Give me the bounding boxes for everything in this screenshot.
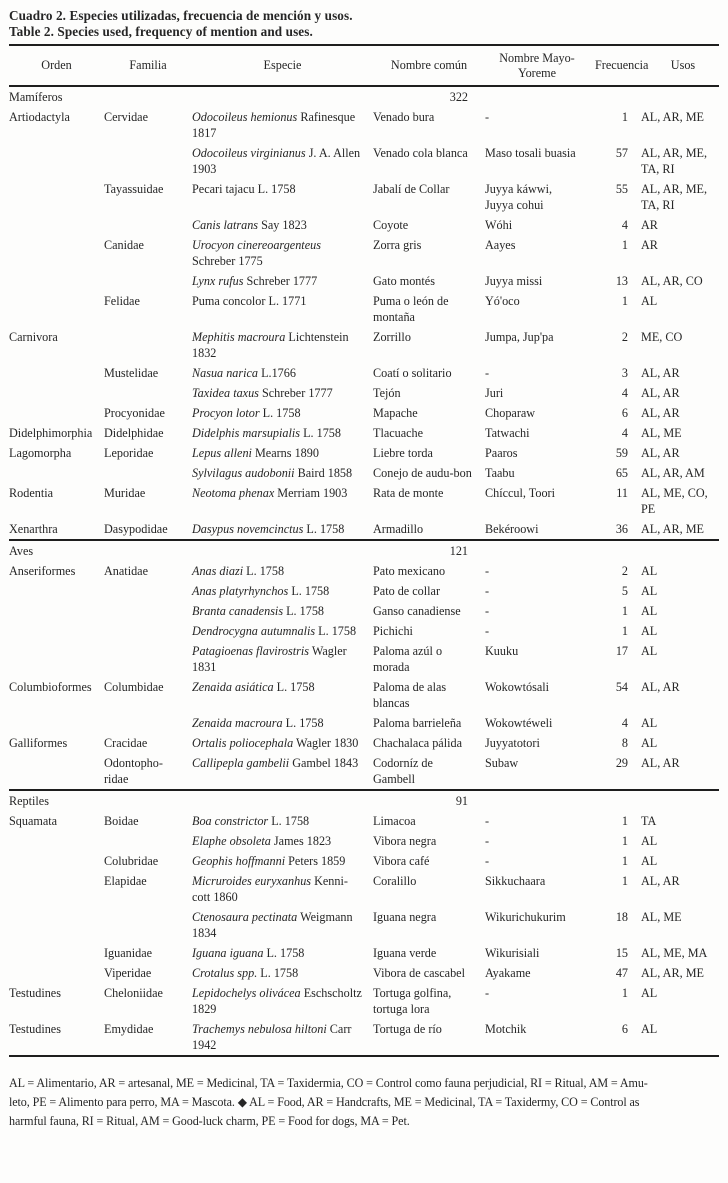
cell-nombre-comun: Armadillo <box>373 522 424 537</box>
cell-usos: AL, AR, ME <box>641 522 704 537</box>
cell-usos: AR <box>641 218 658 233</box>
cell-frecuencia: 1 <box>621 834 628 849</box>
table-row <box>9 327 719 363</box>
species-scientific-name: Dendrocygna autumnalis <box>192 624 316 639</box>
table-row <box>9 601 719 621</box>
cell-especie: Lepus alleni Mearns 1890 <box>192 446 319 461</box>
cell-familia: Cheloniidae <box>104 986 163 1001</box>
column-header-especie: Especie <box>263 58 302 73</box>
cell-frecuencia: 1 <box>621 604 628 619</box>
cell-orden: Testudines <box>9 1022 61 1037</box>
cell-usos: AL, ME <box>641 910 682 925</box>
cell-usos: AL, AR <box>641 366 680 381</box>
table-row <box>9 907 719 943</box>
cell-frecuencia: 18 <box>615 910 628 925</box>
cell-usos: AL <box>641 294 658 309</box>
cell-usos: AL, AR <box>641 446 680 461</box>
cell-usos: AL, AR, ME <box>641 966 704 981</box>
cell-frecuencia: 29 <box>615 756 628 771</box>
cell-mayo-yoreme: Taabu <box>485 466 515 481</box>
cell-familia: Anatidae <box>104 564 148 579</box>
table-row <box>9 713 719 733</box>
cell-mayo-yoreme: Bekéroowi <box>485 522 539 537</box>
cell-frecuencia: 65 <box>615 466 628 481</box>
species-scientific-name: Anas platyrhynchos <box>192 584 289 599</box>
cell-familia: Elapidae <box>104 874 147 889</box>
cell-frecuencia: 3 <box>621 366 628 381</box>
species-scientific-name: Odocoileus virginianus <box>192 146 306 161</box>
cell-frecuencia: 13 <box>615 274 628 289</box>
table-row <box>9 519 719 539</box>
species-scientific-name: Urocyon cinereoargenteus <box>192 238 321 253</box>
cell-mayo-yoreme: Jumpa, Jup'pa <box>485 330 554 345</box>
cell-especie: Ortalis poliocephala Wagler 1830 <box>192 736 359 751</box>
cell-especie: Geophis hoffmanni Peters 1859 <box>192 854 346 869</box>
cell-mayo-yoreme: Kuuku <box>485 644 519 659</box>
cell-orden: Rodentia <box>9 486 54 501</box>
cell-mayo-yoreme: Choparaw <box>485 406 536 421</box>
cell-mayo-yoreme: - <box>485 110 490 125</box>
species-scientific-name: Boa constrictor <box>192 814 269 829</box>
cell-nombre-comun: Coralillo <box>373 874 417 889</box>
cell-usos: AL, AR, ME, TA, RI <box>641 182 708 213</box>
column-header-usos: Usos <box>670 58 696 73</box>
cell-mayo-yoreme: Sikkuchaara <box>485 874 546 889</box>
species-scientific-name: Anas diazi <box>192 564 244 579</box>
species-scientific-name: Sylvilagus audobonii <box>192 466 295 481</box>
cell-orden: Anseriformes <box>9 564 76 579</box>
cell-nombre-comun: Tejón <box>373 386 401 401</box>
cell-frecuencia: 59 <box>615 446 628 461</box>
cell-mayo-yoreme: - <box>485 366 490 381</box>
cell-usos: AL, AR, AM <box>641 466 705 481</box>
table-row <box>9 235 719 271</box>
table-caption-es: Cuadro 2. Especies utilizadas, frecuencia de mención y usos. <box>9 8 353 23</box>
cell-usos: AL <box>641 986 658 1001</box>
cell-orden: Galliformes <box>9 736 68 751</box>
cell-especie: Didelphis marsupialis L. 1758 <box>192 426 341 441</box>
cell-especie: Crotalus spp. L. 1758 <box>192 966 299 981</box>
cell-orden: Testudines <box>9 986 61 1001</box>
cell-orden: Didelphimorphia <box>9 426 93 441</box>
cell-nombre-comun: Codorníz de Gambell <box>373 756 433 787</box>
cell-familia: Cracidae <box>104 736 148 751</box>
table-row <box>9 383 719 403</box>
cell-orden: Carnivora <box>9 330 58 345</box>
table-row <box>9 443 719 463</box>
cell-especie: Odocoileus hemionus Rafinesque 1817 <box>192 110 356 141</box>
species-scientific-name: Odocoileus hemionus <box>192 110 298 125</box>
table-row <box>9 871 719 907</box>
cell-nombre-comun: Vibora café <box>373 854 430 869</box>
table-header-row <box>9 44 719 87</box>
group-label: Mamíferos <box>9 90 63 105</box>
species-scientific-name: Branta canadensis <box>192 604 284 619</box>
cell-especie: Canis latrans Say 1823 <box>192 218 307 233</box>
group-row <box>9 789 719 811</box>
species-scientific-name: Procyon lotor <box>192 406 260 421</box>
species-scientific-name: Neotoma phenax <box>192 486 275 501</box>
column-header-frecuencia: Frecuencia <box>595 58 649 73</box>
cell-nombre-comun: Rata de monte <box>373 486 444 501</box>
cell-mayo-yoreme: Wokowtósali <box>485 680 550 695</box>
species-scientific-name: Taxidea taxus <box>192 386 259 401</box>
cell-familia: Felidae <box>104 294 140 309</box>
cell-especie: Lepidochelys olivácea Eschscholtz 1829 <box>192 986 362 1017</box>
cell-nombre-comun: Pichichi <box>373 624 413 639</box>
cell-frecuencia: 47 <box>615 966 628 981</box>
species-scientific-name: Didelphis marsupialis <box>192 426 301 441</box>
cell-nombre-comun: Iguana verde <box>373 946 437 961</box>
column-header-orden: Orden <box>41 58 72 73</box>
cell-usos: ME, CO <box>641 330 683 345</box>
cell-usos: AL <box>641 584 658 599</box>
cell-especie: Dendrocygna autumnalis L. 1758 <box>192 624 357 639</box>
cell-frecuencia: 1 <box>621 874 628 889</box>
species-scientific-name: Micruroides euryxanhus <box>192 874 312 889</box>
cell-especie: Iguana iguana L. 1758 <box>192 946 305 961</box>
species-scientific-name: Iguana iguana <box>192 946 264 961</box>
cell-nombre-comun: Pato mexicano <box>373 564 446 579</box>
table-row <box>9 271 719 291</box>
table-row <box>9 143 719 179</box>
cell-familia: Emydidae <box>104 1022 154 1037</box>
cell-usos: AL <box>641 1022 658 1037</box>
cell-usos: AL, AR, ME <box>641 110 704 125</box>
cell-mayo-yoreme: - <box>485 604 490 619</box>
cell-frecuencia: 322 <box>449 90 468 105</box>
cell-orden: Squamata <box>9 814 58 829</box>
cell-frecuencia: 1 <box>621 294 628 309</box>
cell-mayo-yoreme: - <box>485 834 490 849</box>
species-table <box>9 44 719 1057</box>
cell-nombre-comun: Puma o león de montaña <box>373 294 449 325</box>
cell-usos: AL, AR, ME, TA, RI <box>641 146 708 177</box>
cell-frecuencia: 15 <box>615 946 628 961</box>
cell-familia: Mustelidae <box>104 366 159 381</box>
cell-nombre-comun: Paloma barrieleña <box>373 716 462 731</box>
table-row <box>9 1019 719 1055</box>
cell-familia: Viperidae <box>104 966 152 981</box>
table-row <box>9 215 719 235</box>
cell-nombre-comun: Venado bura <box>373 110 435 125</box>
cell-especie: Pecari tajacu L. 1758 <box>192 182 296 197</box>
cell-mayo-yoreme: Juyyatotori <box>485 736 540 751</box>
cell-mayo-yoreme: Juri <box>485 386 504 401</box>
table-row <box>9 677 719 713</box>
cell-especie: Neotoma phenax Merriam 1903 <box>192 486 348 501</box>
cell-mayo-yoreme: Wokowtéweli <box>485 716 553 731</box>
cell-usos: AL, ME, CO, PE <box>641 486 708 517</box>
table-row <box>9 179 719 215</box>
species-scientific-name: Lepidochelys olivácea <box>192 986 301 1001</box>
cell-mayo-yoreme: Yó'oco <box>485 294 520 309</box>
species-scientific-name: Zenaida asiática <box>192 680 274 695</box>
cell-especie: Micruroides euryxanhus Kenni-cott 1860 <box>192 874 348 905</box>
cell-usos: AL <box>641 834 658 849</box>
table-row <box>9 581 719 601</box>
cell-frecuencia: 121 <box>449 544 468 559</box>
cell-nombre-comun: Coatí o solitario <box>373 366 452 381</box>
cell-nombre-comun: Ganso canadiense <box>373 604 461 619</box>
table-row <box>9 291 719 327</box>
column-header-familia: Familia <box>129 58 167 73</box>
cell-nombre-comun: Tortuga golfina, tortuga lora <box>373 986 452 1017</box>
cell-usos: AL <box>641 854 658 869</box>
cell-familia: Canidae <box>104 238 144 253</box>
cell-usos: AL, AR <box>641 756 680 771</box>
table-row <box>9 983 719 1019</box>
cell-nombre-comun: Zorra gris <box>373 238 422 253</box>
column-header-nombre-comun: Nombre común <box>390 58 468 73</box>
cell-frecuencia: 54 <box>615 680 628 695</box>
cell-especie: Taxidea taxus Schreber 1777 <box>192 386 333 401</box>
cell-orden: Artiodactyla <box>9 110 70 125</box>
cell-familia: Leporidae <box>104 446 154 461</box>
cell-familia: Iguanidae <box>104 946 153 961</box>
cell-frecuencia: 11 <box>616 486 628 501</box>
species-scientific-name: Geophis hoffmanni <box>192 854 286 869</box>
table-row <box>9 963 719 983</box>
cell-usos: AL, AR <box>641 406 680 421</box>
cell-mayo-yoreme: Wóhi <box>485 218 513 233</box>
group-row <box>9 539 719 561</box>
cell-familia: Odontopho-ridae <box>104 756 163 787</box>
footnote-line: harmful fauna, RI = Ritual, AM = Good-luck charm, PE = Food for dogs, MA = Pet. <box>9 1114 410 1129</box>
cell-especie: Sylvilagus audobonii Baird 1858 <box>192 466 353 481</box>
cell-frecuencia: 1 <box>621 986 628 1001</box>
cell-usos: AL, AR, CO <box>641 274 703 289</box>
cell-usos: AR <box>641 238 658 253</box>
table-row <box>9 403 719 423</box>
cell-familia: Columbidae <box>104 680 164 695</box>
species-scientific-name: Lynx rufus <box>192 274 244 289</box>
cell-mayo-yoreme: Tatwachi <box>485 426 530 441</box>
cell-frecuencia: 8 <box>621 736 628 751</box>
cell-frecuencia: 57 <box>615 146 628 161</box>
cell-frecuencia: 6 <box>621 1022 628 1037</box>
cell-nombre-comun: Mapache <box>373 406 418 421</box>
cell-nombre-comun: Liebre torda <box>373 446 433 461</box>
table-row <box>9 621 719 641</box>
cell-mayo-yoreme: Ayakame <box>485 966 531 981</box>
cell-familia: Muridae <box>104 486 146 501</box>
cell-usos: AL <box>641 644 658 659</box>
cell-nombre-comun: Gato montés <box>373 274 435 289</box>
cell-orden: Xenarthra <box>9 522 58 537</box>
footnote <box>9 1074 719 1131</box>
table-row <box>9 561 719 581</box>
cell-nombre-comun: Paloma azúl o morada <box>373 644 443 675</box>
group-row <box>9 87 719 107</box>
cell-usos: AL, AR <box>641 680 680 695</box>
cell-frecuencia: 17 <box>615 644 628 659</box>
cell-especie: Puma concolor L. 1771 <box>192 294 307 309</box>
cell-especie: Nasua narica L.1766 <box>192 366 296 381</box>
species-scientific-name: Callipepla gambelii <box>192 756 290 771</box>
cell-mayo-yoreme: - <box>485 624 490 639</box>
cell-frecuencia: 91 <box>455 794 468 809</box>
cell-usos: AL <box>641 564 658 579</box>
cell-especie: Ctenosaura pectinata Weigmann 1834 <box>192 910 353 941</box>
table-row <box>9 753 719 789</box>
cell-frecuencia: 1 <box>621 238 628 253</box>
table-caption-en: Table 2. Species used, frequency of mention and uses. <box>9 23 313 39</box>
cell-usos: AL <box>641 736 658 751</box>
cell-nombre-comun: Venado cola blanca <box>373 146 468 161</box>
cell-mayo-yoreme: - <box>485 986 490 1001</box>
table-row <box>9 107 719 143</box>
cell-mayo-yoreme: Maso tosali buasia <box>485 146 576 161</box>
cell-especie: Dasypus novemcinctus L. 1758 <box>192 522 345 537</box>
species-scientific-name: Lepus alleni <box>192 446 252 461</box>
cell-frecuencia: 2 <box>621 564 628 579</box>
cell-familia: Procyonidae <box>104 406 165 421</box>
cell-mayo-yoreme: - <box>485 564 490 579</box>
cell-nombre-comun: Conejo de audu-bon <box>373 466 472 481</box>
cell-mayo-yoreme: Paaros <box>485 446 518 461</box>
cell-mayo-yoreme: Aayes <box>485 238 516 253</box>
cell-usos: AL <box>641 716 658 731</box>
cell-familia: Dasypodidae <box>104 522 168 537</box>
table-row <box>9 641 719 677</box>
species-scientific-name: Crotalus spp. <box>192 966 258 981</box>
cell-mayo-yoreme: - <box>485 854 490 869</box>
cell-usos: AL <box>641 604 658 619</box>
table-caption <box>9 8 719 39</box>
table-row <box>9 811 719 831</box>
cell-especie: Branta canadensis L. 1758 <box>192 604 325 619</box>
cell-nombre-comun: Vibora de cascabel <box>373 966 465 981</box>
cell-mayo-yoreme: - <box>485 584 490 599</box>
species-scientific-name: Ortalis poliocephala <box>192 736 294 751</box>
cell-familia: Boidae <box>104 814 139 829</box>
cell-especie: Callipepla gambelii Gambel 1843 <box>192 756 359 771</box>
footnote-line: AL = Alimentario, AR = artesanal, ME = Medicinal, TA = Taxidermia, CO = Control como fauna perjudicial, RI = Ritual, AM = Amu- <box>9 1076 648 1091</box>
group-label: Reptiles <box>9 794 49 809</box>
cell-mayo-yoreme: Juyya missi <box>485 274 543 289</box>
cell-mayo-yoreme: Juyya káwwi, Juyya cohui <box>485 182 553 213</box>
cell-especie: Mephitis macroura Lichtenstein 1832 <box>192 330 349 361</box>
cell-mayo-yoreme: Wikurisiali <box>485 946 540 961</box>
species-scientific-name: Patagioenas flavirostris <box>192 644 310 659</box>
cell-nombre-comun: Iguana negra <box>373 910 437 925</box>
cell-usos: TA <box>641 814 657 829</box>
cell-frecuencia: 1 <box>621 624 628 639</box>
table-body <box>9 87 719 1055</box>
cell-mayo-yoreme: Wikurichukurim <box>485 910 566 925</box>
cell-frecuencia: 4 <box>621 386 628 401</box>
cell-usos: AL, ME, MA <box>641 946 708 961</box>
cell-mayo-yoreme: - <box>485 814 490 829</box>
cell-especie: Trachemys nebulosa hiltoni Carr 1942 <box>192 1022 352 1053</box>
cell-frecuencia: 4 <box>621 218 628 233</box>
cell-nombre-comun: Vibora negra <box>373 834 437 849</box>
species-scientific-name: Nasua narica <box>192 366 259 381</box>
cell-usos: AL, AR <box>641 874 680 889</box>
cell-usos: AL, AR <box>641 386 680 401</box>
group-label: Aves <box>9 544 34 559</box>
cell-especie: Patagioenas flavirostris Wagler 1831 <box>192 644 347 675</box>
cell-frecuencia: 1 <box>621 110 628 125</box>
cell-especie: Elaphe obsoleta James 1823 <box>192 834 332 849</box>
footnote-line: leto, PE = Alimento para perro, MA = Mascota. ◆ AL = Food, AR = Handcrafts, ME = Medicinal, TA = Taxidermy, CO = Control as <box>9 1095 640 1110</box>
table-row <box>9 943 719 963</box>
cell-frecuencia: 4 <box>621 716 628 731</box>
cell-frecuencia: 4 <box>621 426 628 441</box>
table-row <box>9 851 719 871</box>
cell-mayo-yoreme: Chíccul, Toori <box>485 486 556 501</box>
cell-familia: Cervidae <box>104 110 148 125</box>
cell-familia: Didelphidae <box>104 426 164 441</box>
cell-nombre-comun: Tortuga de río <box>373 1022 442 1037</box>
species-scientific-name: Mephitis macroura <box>192 330 286 345</box>
cell-nombre-comun: Paloma de alas blancas <box>373 680 447 711</box>
cell-usos: AL, ME <box>641 426 682 441</box>
species-scientific-name: Zenaida macroura <box>192 716 283 731</box>
table-row <box>9 733 719 753</box>
cell-especie: Zenaida asiática L. 1758 <box>192 680 315 695</box>
cell-especie: Procyon lotor L. 1758 <box>192 406 301 421</box>
cell-familia: Tayassuidae <box>104 182 164 197</box>
column-header-mayo-yoreme: Nombre Mayo-Yoreme <box>499 51 575 80</box>
species-scientific-name: Ctenosaura pectinata <box>192 910 298 925</box>
cell-mayo-yoreme: Motchik <box>485 1022 527 1037</box>
cell-frecuencia: 1 <box>621 854 628 869</box>
table-row <box>9 363 719 383</box>
cell-orden: Columbioformes <box>9 680 92 695</box>
cell-nombre-comun: Coyote <box>373 218 409 233</box>
cell-orden: Lagomorpha <box>9 446 72 461</box>
cell-nombre-comun: Jabalí de Collar <box>373 182 450 197</box>
cell-familia: Colubridae <box>104 854 159 869</box>
table-row <box>9 483 719 519</box>
table-row <box>9 463 719 483</box>
cell-especie: Boa constrictor L. 1758 <box>192 814 310 829</box>
table-row <box>9 831 719 851</box>
species-scientific-name: Elaphe obsoleta <box>192 834 271 849</box>
cell-especie: Zenaida macroura L. 1758 <box>192 716 324 731</box>
table-row <box>9 423 719 443</box>
cell-frecuencia: 1 <box>621 814 628 829</box>
species-scientific-name: Trachemys nebulosa hiltoni <box>192 1022 327 1037</box>
cell-especie: Anas platyrhynchos L. 1758 <box>192 584 330 599</box>
cell-nombre-comun: Limacoa <box>373 814 416 829</box>
cell-nombre-comun: Chachalaca pálida <box>373 736 462 751</box>
cell-nombre-comun: Tlacuache <box>373 426 424 441</box>
cell-especie: Lynx rufus Schreber 1777 <box>192 274 318 289</box>
cell-mayo-yoreme: Subaw <box>485 756 519 771</box>
cell-especie: Odocoileus virginianus J. A. Allen 1903 <box>192 146 361 177</box>
species-scientific-name: Dasypus novemcinctus <box>192 522 304 537</box>
cell-usos: AL <box>641 624 658 639</box>
cell-frecuencia: 2 <box>621 330 628 345</box>
species-scientific-name: Canis latrans <box>192 218 259 233</box>
cell-frecuencia: 55 <box>615 182 628 197</box>
cell-nombre-comun: Zorrillo <box>373 330 411 345</box>
cell-especie: Urocyon cinereoargenteus Schreber 1775 <box>192 238 321 269</box>
cell-nombre-comun: Pato de collar <box>373 584 441 599</box>
cell-frecuencia: 6 <box>621 406 628 421</box>
cell-especie: Anas diazi L. 1758 <box>192 564 285 579</box>
cell-frecuencia: 36 <box>615 522 628 537</box>
cell-frecuencia: 5 <box>621 584 628 599</box>
